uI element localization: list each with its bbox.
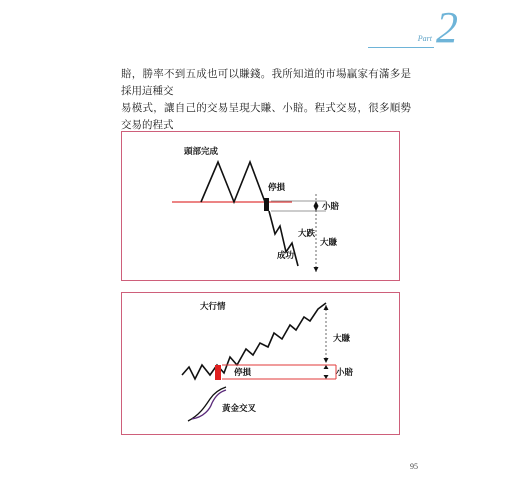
big-win-label: 大賺 (320, 238, 338, 248)
header-rule (368, 47, 434, 48)
small-loss-label: 小賠 (322, 202, 340, 212)
big-drop-label: 大跌 (298, 229, 316, 239)
figure-big-trend (121, 292, 400, 435)
arrow-up-icon (314, 201, 319, 206)
body-line: 易模式，讓自己的交易呈現大賺、小賠。程式交易，很多順勢交易的程式 (121, 102, 411, 131)
figure-title: 大行情 (200, 302, 226, 312)
body-line: 賠，勝率不到五成也可以賺錢。我所知道的市場贏家有滿多是採用這種交 (121, 68, 411, 97)
arrow-down-icon (324, 375, 329, 379)
figure-big-trend-diagram (122, 293, 399, 434)
stop-label: 停損 (234, 368, 252, 378)
small-loss-label: 小賠 (336, 368, 354, 378)
uptrend-price-line (182, 303, 326, 379)
part-word: Part (417, 34, 432, 43)
arrow-down-icon (314, 206, 319, 211)
figure-head-top (121, 131, 400, 281)
success-label: 成功 (277, 251, 295, 261)
head-top-price-line (201, 162, 265, 202)
page-number: 95 (410, 462, 418, 471)
figure-title: 頭部完成 (184, 147, 219, 157)
arrow-up-icon (324, 365, 329, 369)
stop-candle (264, 198, 269, 211)
part-number: 2 (436, 3, 458, 52)
figure-head-top-diagram (122, 132, 399, 280)
arrow-up-icon (324, 305, 329, 310)
entry-candle (215, 365, 221, 380)
big-win-label: 大賺 (333, 334, 351, 344)
part-header (368, 3, 458, 52)
stop-label: 停損 (268, 183, 286, 193)
arrow-down-icon (314, 267, 319, 272)
arrow-down-icon (324, 358, 329, 363)
golden-cross-label: 黃金交叉 (222, 404, 257, 414)
